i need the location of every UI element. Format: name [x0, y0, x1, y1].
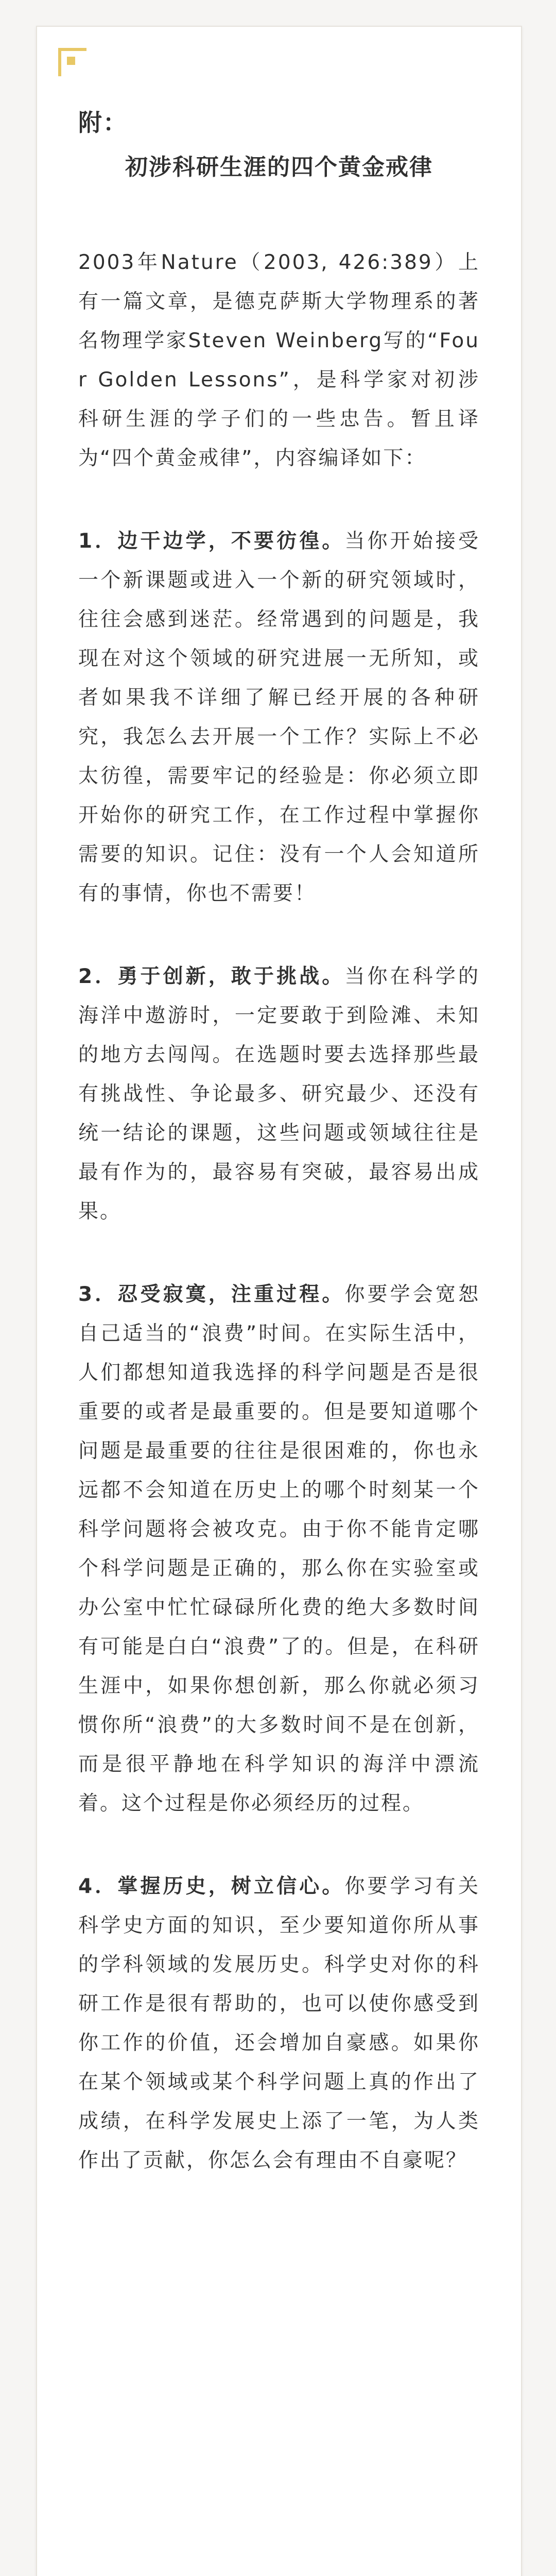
- rule-body-4: 你要学习有关科学史方面的知识，至少要知道你所从事的学科领域的发展历史。科学史对你的科研工作是很有帮助的，也可以使你感受到你工作的价值，还会增加自豪感。如果你在某个领域或某个科学问题上真的作出了成绩，在科学发展史上添了一笔，为人类作出了贡献，你怎么会有理由不自豪呢？: [78, 1875, 480, 2172]
- rule-heading-2: 2．勇于创新，敢于挑战。: [78, 965, 345, 988]
- note-label: 附：: [78, 109, 128, 137]
- article-body: [78, 104, 480, 2224]
- rule-paragraph-4: [78, 1867, 480, 2180]
- rule-heading-3: 3．忍受寂寞，注重过程。: [78, 1283, 345, 1306]
- rule-paragraph-2: [78, 957, 480, 1231]
- corner-ornament-top-left: [58, 47, 89, 78]
- rule-paragraph-1: [78, 522, 480, 913]
- rule-body-1: 当你开始接受一个新课题或进入一个新的研究领域时，往往会感到迷茫。经常遇到的问题是，我现在对这个领域的研究进展一无所知，或者如果我不详细了解已经开展的各种研究，我怎么去开展一个工作？实际上不必太彷徨，需要牢记的经验是：你必须立即开始你的研究工作，在工作过程中掌握你需要的知识。记住：没有一个人会知道所有的事情，你也不需要！: [78, 530, 480, 905]
- rule-heading-1: 1．边干边学，不要彷徨。: [78, 530, 345, 553]
- article-card: [36, 26, 522, 2576]
- article-title: 初涉科研生涯的四个黄金戒律: [125, 154, 433, 180]
- rule-heading-4: 4．掌握历史，树立信心。: [78, 1875, 345, 1898]
- rule-paragraph-3: [78, 1275, 480, 1823]
- rule-body-2: 当你在科学的海洋中遨游时，一定要敢于到险滩、未知的地方去闯闯。在选题时要去选择那些最有挑战性、争论最多、研究最少、还没有统一结论的课题，这些问题或领域往往是最有作为的，最容易有突破，最容易出成果。: [78, 965, 480, 1223]
- intro-paragraph: 2003年Nature（2003, 426:389）上有一篇文章，是德克萨斯大学物理系的著名物理学家Steven Weinberg写的“Four Golden Lessons”，是科学家对初涉科研生涯的学子们的一些忠告。暂且译为“四个黄金戒律”，内容编译如下：: [78, 251, 480, 470]
- rule-body-3: 你要学会宽恕自己适当的“浪费”时间。在实际生活中，人们都想知道我选择的科学问题是否是很重要的或者是最重要的。但是要知道哪个问题是最重要的往往是很困难的，你也永远都不会知道在历史上的哪个时刻某一个科学问题将会被攻克。由于你不能肯定哪个科学问题是正确的，那么你在实验室或办公室中忙忙碌碌所化费的绝大多数时间有可能是白白“浪费”了的。但是，在科研生涯中，如果你想创新，那么你就必须习惯你所“浪费”的大多数时间不是在创新，而是很平静地在科学知识的海洋中漂流着。这个过程是你必须经历的过程。: [78, 1283, 480, 1815]
